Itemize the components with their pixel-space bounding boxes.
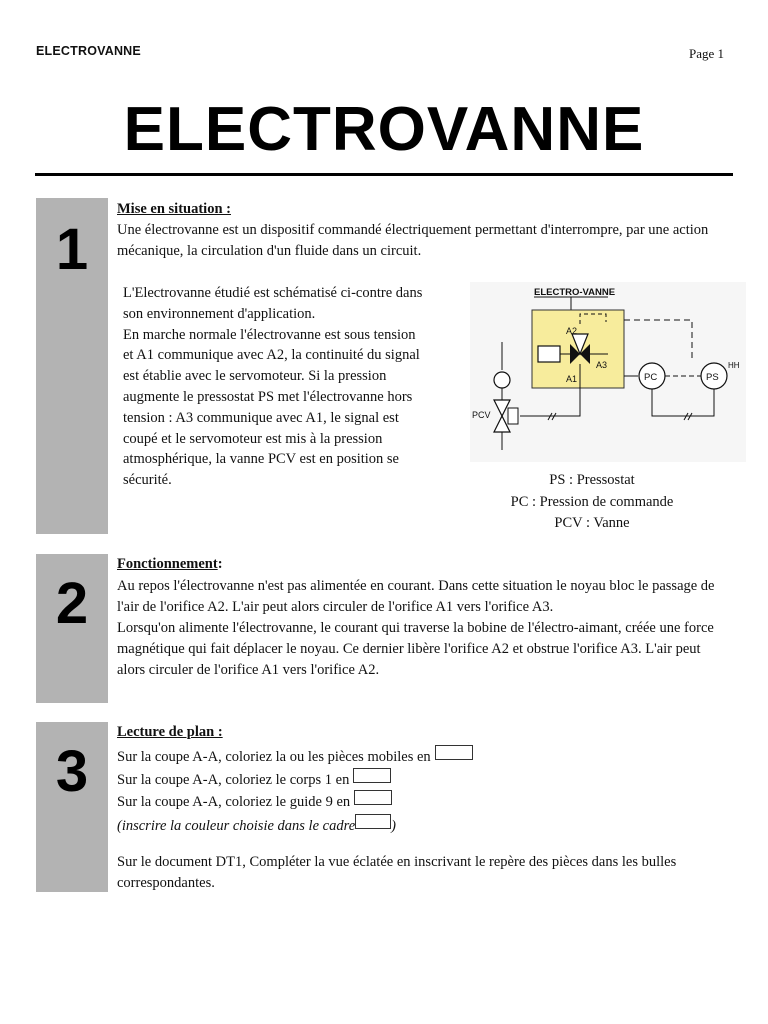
- header-title: ELECTROVANNE: [36, 44, 141, 58]
- instruction-note-suffix: ): [391, 818, 396, 834]
- section-2-number: 2: [55, 571, 89, 636]
- diagram-label-electrovanne: ELECTRO-VANNE: [534, 287, 616, 298]
- section-1-paragraph-1: L'Electrovanne étudié est schématisé ci-contre dans son environnement d'application.: [123, 285, 423, 322]
- section-1-paragraph-2: En marche normale l'électrovanne est sous tension et A1 communique avec A2, la continuité du signal est établie avec le servomoteur. Si la pression augmente le pressostat PS met l'électrovanne hors tension : A3 communique avec A1, le signal est coupé et le servomoteur est mis à la pression atmosphérique, la vanne PCV est en position se sécurité.: [123, 326, 420, 489]
- section-1-intro: Une électrovanne est un dispositif commandé électriquement permettant d'interrompre, par une action mécanique, la circulation d'un fluide dans un circuit.: [117, 222, 709, 259]
- section-2-heading-colon: :: [217, 556, 223, 572]
- diagram-label-pcv: PCV: [472, 410, 491, 420]
- color-box-example: [355, 814, 391, 829]
- section-2-paragraph-1: Au repos l'électrovanne n'est pas alimentée en courant. Dans cette situation le noyau bloc le passage de l'air de l'orifice A2. L'air peut alors circuler de l'orifice A1 vers l'orifice A3.: [117, 578, 715, 615]
- legend-pc: PC : Pression de commande: [510, 493, 674, 510]
- instruction-mobile-parts: [117, 745, 473, 768]
- diagram-label-ps: PS: [706, 372, 719, 383]
- section-2-heading: [117, 556, 223, 573]
- color-box-mobile-parts[interactable]: [435, 745, 473, 760]
- diagram-label-hh: HH: [728, 361, 740, 370]
- instruction-note-prefix: (inscrire la couleur choisie dans le cadre: [117, 818, 356, 834]
- diagram-label-pc: PC: [644, 372, 658, 383]
- legend-ps: PS : Pressostat: [549, 472, 635, 488]
- instruction-mobile-parts-text: Sur la coupe A-A, coloriez la ou les pièces mobiles en: [117, 749, 431, 765]
- color-box-body[interactable]: [353, 768, 391, 783]
- instruction-body-text: Sur la coupe A-A, coloriez le corps 1 en: [117, 772, 350, 788]
- section-3-heading: Lecture de plan :: [117, 724, 223, 740]
- diagram-legend: [470, 470, 714, 535]
- legend-pcv: PCV : Vanne: [554, 515, 630, 531]
- diagram-label-a3: A3: [596, 360, 608, 370]
- color-box-guide[interactable]: [354, 790, 392, 805]
- pcv-actuator: [494, 372, 510, 388]
- section-1-description: [123, 283, 429, 491]
- electrovanne-diagram: [470, 282, 746, 462]
- section-3-number: 3: [55, 739, 89, 804]
- diagram-label-a2: A2: [566, 326, 578, 336]
- section-2-body: [117, 576, 729, 681]
- title-divider: [35, 173, 733, 176]
- section-2-heading-text: Fonctionnement: [117, 556, 218, 572]
- section-1-heading: Mise en situation :: [117, 201, 231, 217]
- instruction-final: Sur le document DT1, Compléter la vue éclatée en inscrivant le repère des pièces dans les bulles correspondantes.: [117, 854, 677, 891]
- instruction-note: [117, 814, 396, 837]
- page-number: Page 1: [689, 46, 725, 61]
- diagram-label-a1: A1: [566, 374, 578, 384]
- instruction-guide-text: Sur la coupe A-A, coloriez le guide 9 en: [117, 794, 351, 810]
- section-1-number: 1: [55, 217, 89, 282]
- section-2-paragraph-2: Lorsqu'on alimente l'électrovanne, le courant qui traverse la bobine de l'électro-aimant, créée une force magnétique qui fait déplacer le noyau. Ce dernier libère l'orifice A2 et obstrue l'orifice A3. L'air peut alors circuler de l'orifice A1 vers l'orifice A2.: [117, 620, 714, 678]
- instruction-body: [117, 768, 391, 791]
- page-title: ELECTROVANNE: [123, 95, 645, 164]
- solenoid-coil: [538, 346, 560, 362]
- instruction-guide: [117, 790, 392, 813]
